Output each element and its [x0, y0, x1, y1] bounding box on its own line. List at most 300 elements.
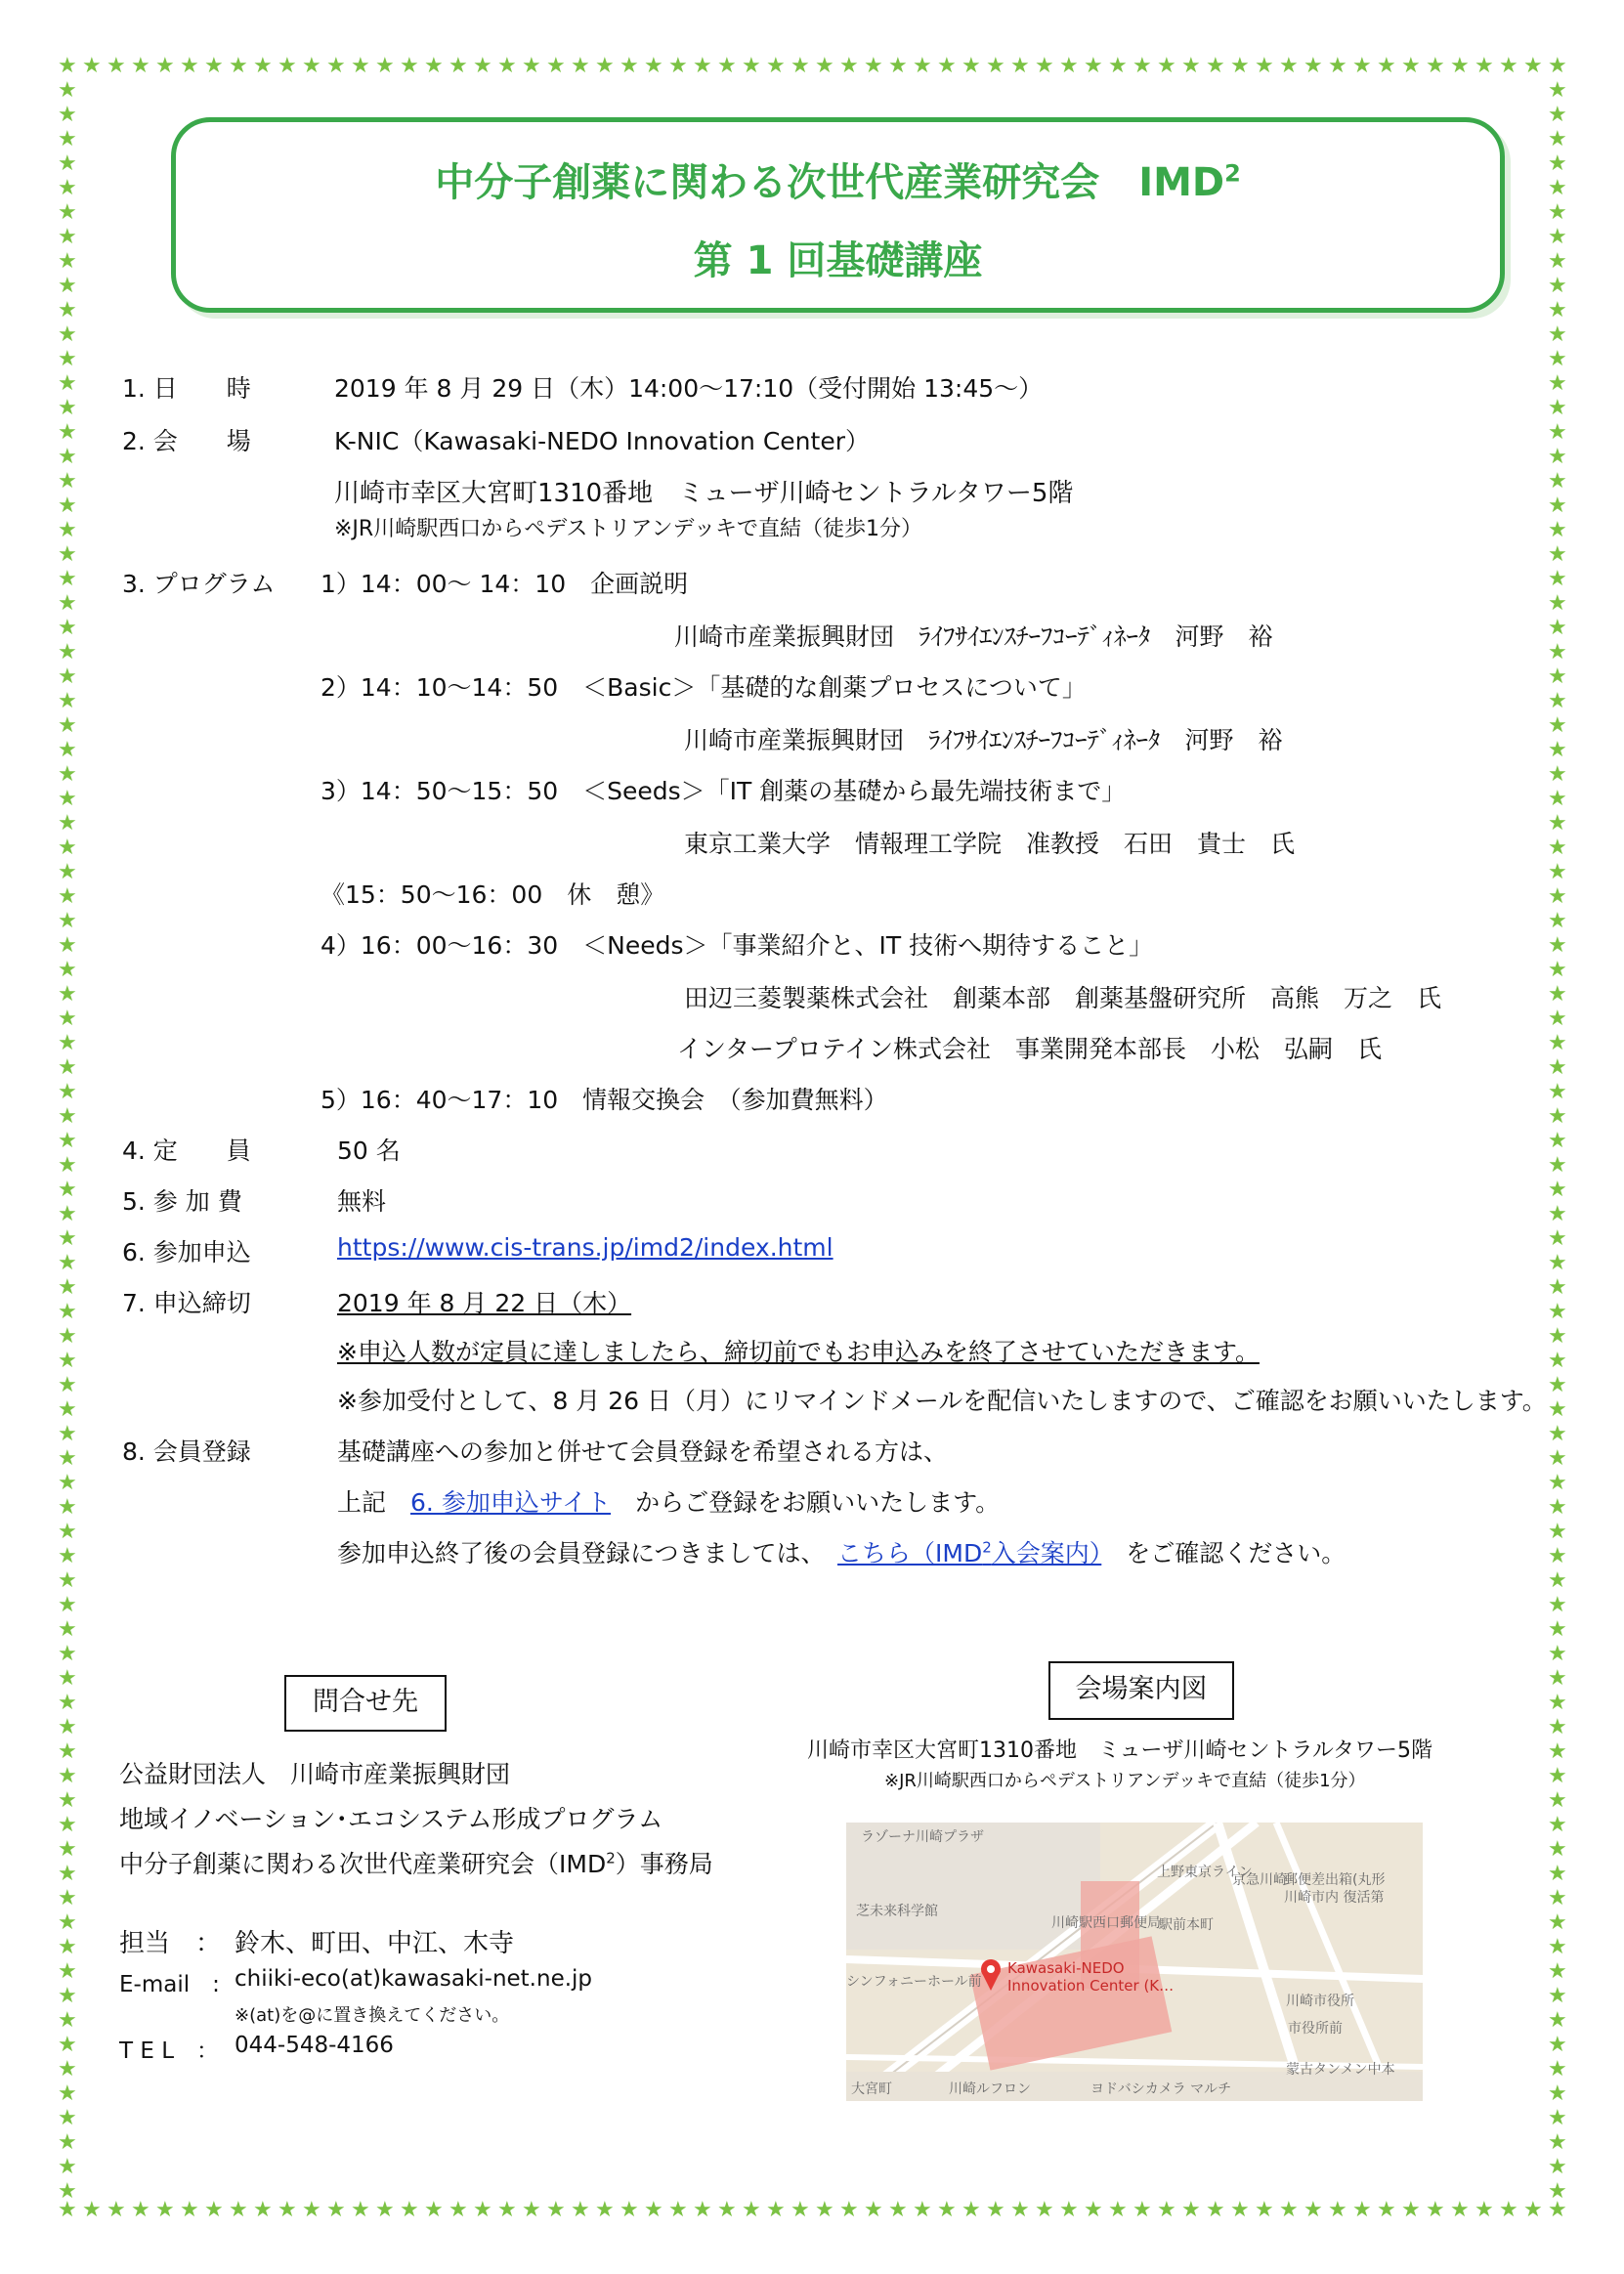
- star-decoration: ★: [1255, 2198, 1274, 2222]
- star-decoration: ★: [1548, 1300, 1567, 1324]
- star-decoration: ★: [58, 542, 77, 567]
- title-box: [171, 117, 1505, 313]
- program-row: 5）16：40～17：10 情報交換会 （参加費無料）: [321, 1086, 888, 1114]
- star-decoration: ★: [1548, 2033, 1567, 2057]
- program-row: 1）14：00～ 14：10 企画説明: [321, 570, 689, 598]
- star-decoration: ★: [1548, 982, 1567, 1007]
- star-decoration: ★: [1548, 933, 1567, 958]
- star-decoration: ★: [1548, 200, 1567, 225]
- star-decoration: ★: [693, 54, 712, 78]
- program-row: 川崎市産業振興財団 ﾗｲﾌｻｲｴﾝｽﾁｰﾌｺｰﾃﾞｨﾈｰﾀ 河野 裕: [684, 726, 1283, 754]
- star-decoration: ★: [58, 1251, 77, 1275]
- star-decoration: ★: [1548, 493, 1567, 518]
- star-decoration: ★: [58, 1275, 77, 1300]
- star-decoration: ★: [1377, 54, 1396, 78]
- star-decoration: ★: [1352, 54, 1372, 78]
- star-decoration: ★: [1133, 54, 1152, 78]
- star-decoration: ★: [58, 665, 77, 689]
- star-decoration: ★: [1548, 1813, 1567, 1837]
- star-decoration: ★: [717, 2198, 737, 2222]
- star-decoration: ★: [302, 54, 321, 78]
- star-decoration: ★: [473, 2198, 492, 2222]
- star-decoration: ★: [595, 54, 615, 78]
- star-decoration: ★: [668, 54, 688, 78]
- star-decoration: ★: [58, 640, 77, 665]
- star-decoration: ★: [82, 2198, 102, 2222]
- star-decoration: ★: [58, 322, 77, 347]
- star-decoration: ★: [1548, 1691, 1567, 1715]
- star-decoration: ★: [620, 2198, 639, 2222]
- star-decoration: ★: [1548, 542, 1567, 567]
- star-decoration: ★: [546, 54, 566, 78]
- star-decoration: ★: [1303, 54, 1323, 78]
- star-decoration: ★: [1548, 127, 1567, 151]
- star-decoration: ★: [1548, 1080, 1567, 1104]
- star-decoration: ★: [1548, 1471, 1567, 1495]
- star-decoration: ★: [1523, 54, 1543, 78]
- star-decoration: ★: [58, 787, 77, 811]
- star-decoration: ★: [58, 1007, 77, 1031]
- star-decoration: ★: [1548, 78, 1567, 103]
- star-decoration: ★: [1548, 1153, 1567, 1178]
- star-decoration: ★: [58, 1397, 77, 1422]
- star-decoration: ★: [58, 1055, 77, 1080]
- star-decoration: ★: [1450, 54, 1470, 78]
- star-decoration: ★: [58, 2008, 77, 2033]
- star-decoration: ★: [1499, 2198, 1518, 2222]
- venue-map[interactable]: [846, 1823, 1423, 2101]
- star-decoration: ★: [351, 54, 370, 78]
- star-decoration: ★: [717, 54, 737, 78]
- star-decoration: ★: [58, 151, 77, 176]
- star-decoration: ★: [1548, 151, 1567, 176]
- star-decoration: ★: [180, 54, 199, 78]
- item-venue: K-NIC（Kawasaki-NEDO Innovation Center）: [334, 427, 870, 455]
- star-decoration: ★: [766, 54, 786, 78]
- star-decoration: ★: [1548, 1202, 1567, 1226]
- star-decoration: ★: [1548, 518, 1567, 542]
- star-decoration: ★: [58, 1202, 77, 1226]
- star-decoration: ★: [620, 54, 639, 78]
- program-row: 東京工業大学 情報理工学院 准教授 石田 貴士 氏: [684, 830, 1296, 858]
- star-decoration: ★: [1548, 640, 1567, 665]
- star-decoration: ★: [595, 2198, 615, 2222]
- star-decoration: ★: [278, 54, 297, 78]
- star-decoration: ★: [1548, 322, 1567, 347]
- star-decoration: ★: [1548, 860, 1567, 884]
- page-subtitle: 第 1 回基礎講座: [693, 238, 983, 283]
- star-decoration: ★: [1059, 54, 1079, 78]
- program-row: 4）16：00～16：30 ＜Needs＞「事業紹介と、IT 技術へ期待すること」: [321, 931, 1154, 960]
- star-decoration: ★: [1548, 1764, 1567, 1788]
- star-decoration: ★: [58, 200, 77, 225]
- map-address: 川崎市幸区大宮町1310番地 ミューザ川崎セントラルタワー5階: [807, 1738, 1433, 1763]
- star-decoration: ★: [1548, 811, 1567, 836]
- star-decoration: ★: [864, 2198, 883, 2222]
- map-pin-label-2: Innovation Center (K…: [1007, 1977, 1175, 1995]
- star-decoration: ★: [58, 1568, 77, 1593]
- star-decoration: ★: [58, 2081, 77, 2106]
- program-row: 3）14：50～15：50 ＜Seeds＞「IT 創薬の基礎から最先端技術まで」: [321, 777, 1127, 805]
- item-label-deadline: 7. 申込締切: [122, 1289, 251, 1317]
- star-decoration: ★: [58, 1959, 77, 1984]
- star-decoration: ★: [58, 1031, 77, 1055]
- star-decoration: ★: [1352, 2198, 1372, 2222]
- star-decoration: ★: [1548, 1104, 1567, 1129]
- star-decoration: ★: [58, 493, 77, 518]
- star-decoration: ★: [58, 225, 77, 249]
- star-decoration: ★: [1548, 1935, 1567, 1959]
- star-decoration: ★: [58, 1862, 77, 1886]
- star-decoration: ★: [1548, 103, 1567, 127]
- star-decoration: ★: [58, 127, 77, 151]
- star-decoration: ★: [58, 1226, 77, 1251]
- membership-guide-link[interactable]: こちら（IMD$^2$入会案内）: [837, 1538, 1102, 1567]
- star-decoration: ★: [204, 2198, 224, 2222]
- star-decoration: ★: [58, 1349, 77, 1373]
- star-decoration: ★: [58, 811, 77, 836]
- star-decoration: ★: [1548, 713, 1567, 738]
- map-box-label: 会場案内図: [1048, 1661, 1234, 1720]
- star-decoration: ★: [1548, 1666, 1567, 1691]
- contact-org-3: 中分子創薬に関わる次世代産業研究会（IMD$^2$）事務局: [119, 1849, 713, 1878]
- map-note: ※JR川崎駅西口からペデストリアンデッキで直結（徒歩1分）: [884, 1771, 1366, 1791]
- star-decoration: ★: [791, 54, 810, 78]
- contact-org-1: 公益財団法人 川崎市産業振興財団: [119, 1760, 511, 1788]
- star-decoration: ★: [58, 738, 77, 762]
- star-decoration: ★: [1548, 1397, 1567, 1422]
- star-decoration: ★: [1548, 762, 1567, 787]
- map-place-label: 上野東京ライン: [1157, 1865, 1253, 1880]
- star-decoration: ★: [913, 54, 932, 78]
- map-place-label: 京急川崎: [1232, 1872, 1287, 1888]
- venue-note: ※JR川崎駅西口からペデストリアンデッキで直結（徒歩1分）: [334, 517, 923, 541]
- star-decoration: ★: [1548, 396, 1567, 420]
- star-decoration: ★: [131, 54, 150, 78]
- star-decoration: ★: [1255, 54, 1274, 78]
- star-decoration: ★: [58, 176, 77, 200]
- star-decoration: ★: [1548, 1520, 1567, 1544]
- star-decoration: ★: [791, 2198, 810, 2222]
- star-decoration: ★: [1548, 371, 1567, 396]
- star-decoration: ★: [58, 2198, 77, 2222]
- item-label-venue: 2. 会 場: [122, 427, 251, 455]
- program-row: インタープロテイン株式会社 事業開発本部長 小松 弘嗣 氏: [677, 1035, 1383, 1063]
- star-decoration: ★: [326, 2198, 346, 2222]
- star-decoration: ★: [1548, 1251, 1567, 1275]
- map-place-label: ヨドバシカメラ マルチ: [1090, 2081, 1232, 2097]
- star-decoration: ★: [58, 445, 77, 469]
- star-decoration: ★: [58, 298, 77, 322]
- star-decoration: ★: [58, 836, 77, 860]
- star-decoration: ★: [58, 518, 77, 542]
- star-decoration: ★: [1548, 787, 1567, 811]
- star-decoration: ★: [58, 1788, 77, 1813]
- star-decoration: ★: [58, 1715, 77, 1739]
- star-decoration: ★: [1548, 958, 1567, 982]
- deadline-note-1: ※申込人数が定員に達しましたら、締切前でもお申込みを終了させていただきます。: [337, 1338, 1260, 1366]
- item-label-program: 3. プログラム: [122, 570, 276, 598]
- star-decoration: ★: [1035, 2198, 1054, 2222]
- tel-value: 044-548-4166: [235, 2033, 394, 2058]
- star-decoration: ★: [937, 54, 957, 78]
- star-decoration: ★: [1548, 1055, 1567, 1080]
- star-decoration: ★: [1548, 274, 1567, 298]
- star-decoration: ★: [1548, 1910, 1567, 1935]
- star-decoration: ★: [1157, 2198, 1176, 2222]
- star-decoration: ★: [58, 1153, 77, 1178]
- star-decoration: ★: [1548, 1178, 1567, 1202]
- star-decoration: ★: [1548, 1324, 1567, 1349]
- star-decoration: ★: [1474, 54, 1494, 78]
- deadline-note-2: ※参加受付として、8 月 26 日（月）にリマインドメールを配信いたしますので、ご確認をお願いいたします。: [337, 1387, 1547, 1415]
- item-label-capacity: 4. 定 員: [122, 1137, 251, 1165]
- star-decoration: ★: [58, 1764, 77, 1788]
- star-decoration: ★: [302, 2198, 321, 2222]
- star-decoration: ★: [58, 1446, 77, 1471]
- star-decoration: ★: [449, 2198, 468, 2222]
- map-place-label: 川崎市内 復活第: [1284, 1890, 1385, 1906]
- star-decoration: ★: [107, 2198, 126, 2222]
- membership-line-1: 基礎講座への参加と併せて会員登録を希望される方は、: [337, 1437, 949, 1466]
- star-decoration: ★: [351, 2198, 370, 2222]
- program-row: 川崎市産業振興財団 ﾗｲﾌｻｲｴﾝｽﾁｰﾌｺｰﾃﾞｨﾈｰﾀ 河野 裕: [674, 622, 1273, 651]
- star-decoration: ★: [693, 2198, 712, 2222]
- star-decoration: ★: [937, 2198, 957, 2222]
- star-decoration: ★: [1548, 347, 1567, 371]
- star-decoration: ★: [1548, 2130, 1567, 2155]
- star-decoration: ★: [1548, 836, 1567, 860]
- star-decoration: ★: [1010, 54, 1030, 78]
- star-decoration: ★: [1548, 665, 1567, 689]
- star-decoration: ★: [58, 1666, 77, 1691]
- star-decoration: ★: [1181, 54, 1201, 78]
- star-decoration: ★: [1133, 2198, 1152, 2222]
- star-decoration: ★: [1548, 1862, 1567, 1886]
- star-decoration: ★: [58, 884, 77, 909]
- star-decoration: ★: [449, 54, 468, 78]
- membership-line-3-post: をご確認ください。: [1101, 1539, 1346, 1567]
- star-decoration: ★: [155, 54, 175, 78]
- star-decoration: ★: [1548, 1642, 1567, 1666]
- star-decoration: ★: [1548, 298, 1567, 322]
- map-place-label: 川崎駅西口郵便局: [1051, 1915, 1161, 1931]
- star-decoration: ★: [1108, 2198, 1128, 2222]
- venue-address: 川崎市幸区大宮町1310番地 ミューザ川崎セントラルタワー5階: [334, 479, 1074, 508]
- star-decoration: ★: [522, 2198, 541, 2222]
- map-place-label: 駅前本町: [1159, 1917, 1214, 1933]
- star-decoration: ★: [1206, 54, 1225, 78]
- contact-box-label: 問合せ先: [284, 1675, 447, 1732]
- star-decoration: ★: [888, 54, 908, 78]
- star-decoration: ★: [1548, 909, 1567, 933]
- star-decoration: ★: [571, 54, 590, 78]
- star-decoration: ★: [1401, 54, 1421, 78]
- star-decoration: ★: [375, 54, 395, 78]
- star-decoration: ★: [1548, 1788, 1567, 1813]
- map-place-label: 川崎市役所: [1286, 1994, 1354, 2009]
- star-decoration: ★: [58, 2179, 77, 2204]
- apply-site-link[interactable]: 6. 参加申込サイト: [410, 1488, 612, 1517]
- star-decoration: ★: [58, 958, 77, 982]
- star-decoration: ★: [107, 54, 126, 78]
- star-decoration: ★: [1548, 1226, 1567, 1251]
- star-decoration: ★: [986, 2198, 1005, 2222]
- star-decoration: ★: [1548, 445, 1567, 469]
- program-row: 2）14：10～14：50 ＜Basic＞「基礎的な創薬プロセスについて」: [321, 673, 1087, 702]
- star-decoration: ★: [424, 2198, 444, 2222]
- star-decoration: ★: [1548, 1593, 1567, 1617]
- star-decoration: ★: [58, 1104, 77, 1129]
- star-decoration: ★: [326, 54, 346, 78]
- star-decoration: ★: [839, 2198, 859, 2222]
- star-decoration: ★: [58, 909, 77, 933]
- star-decoration: ★: [1523, 2198, 1543, 2222]
- star-decoration: ★: [815, 2198, 834, 2222]
- star-decoration: ★: [278, 2198, 297, 2222]
- star-decoration: ★: [1548, 1568, 1567, 1593]
- star-decoration: ★: [58, 1739, 77, 1764]
- star-decoration: ★: [1548, 1617, 1567, 1642]
- item-label-membership: 8. 会員登録: [122, 1437, 251, 1466]
- star-decoration: ★: [1548, 1715, 1567, 1739]
- star-decoration: ★: [546, 2198, 566, 2222]
- item-label-fee: 5. 参 加 費: [122, 1187, 242, 1216]
- star-decoration: ★: [58, 54, 77, 78]
- star-decoration: ★: [1303, 2198, 1323, 2222]
- star-decoration: ★: [1279, 2198, 1299, 2222]
- star-decoration: ★: [1035, 54, 1054, 78]
- star-decoration: ★: [1548, 1544, 1567, 1568]
- star-decoration: ★: [58, 469, 77, 493]
- star-decoration: ★: [1548, 1031, 1567, 1055]
- star-decoration: ★: [58, 1984, 77, 2008]
- map-place-label: 蒙古タンメン中本: [1286, 2062, 1395, 2078]
- item-label-apply: 6. 参加申込: [122, 1238, 251, 1266]
- star-decoration: ★: [1548, 884, 1567, 909]
- star-decoration: ★: [58, 1813, 77, 1837]
- star-decoration: ★: [1181, 2198, 1201, 2222]
- star-decoration: ★: [1548, 591, 1567, 616]
- star-decoration: ★: [1548, 2057, 1567, 2081]
- star-decoration: ★: [131, 2198, 150, 2222]
- star-decoration: ★: [1548, 54, 1567, 78]
- star-decoration: ★: [1401, 2198, 1421, 2222]
- star-decoration: ★: [58, 1642, 77, 1666]
- star-decoration: ★: [571, 2198, 590, 2222]
- star-decoration: ★: [668, 2198, 688, 2222]
- star-decoration: ★: [58, 1324, 77, 1349]
- star-decoration: ★: [1010, 2198, 1030, 2222]
- star-decoration: ★: [58, 1422, 77, 1446]
- star-decoration: ★: [1279, 54, 1299, 78]
- star-decoration: ★: [58, 1373, 77, 1397]
- star-decoration: ★: [1474, 2198, 1494, 2222]
- star-decoration: ★: [1548, 689, 1567, 713]
- star-decoration: ★: [1328, 2198, 1347, 2222]
- map-place-label: ラゾーナ川崎プラザ: [861, 1829, 984, 1845]
- program-row: 《15：50～16：00 休 憩》: [321, 880, 665, 909]
- item-capacity: 50 名: [337, 1137, 401, 1165]
- star-decoration: ★: [58, 2106, 77, 2130]
- membership-line-3: [337, 1534, 1346, 1569]
- star-decoration: ★: [1548, 2179, 1567, 2204]
- item-label-date: 1. 日 時: [122, 374, 251, 403]
- star-decoration: ★: [1548, 2008, 1567, 2033]
- star-decoration: ★: [58, 713, 77, 738]
- star-decoration: ★: [1548, 1129, 1567, 1153]
- star-decoration: ★: [58, 249, 77, 274]
- star-decoration: ★: [58, 1837, 77, 1862]
- star-decoration: ★: [400, 54, 419, 78]
- star-decoration: ★: [1548, 2198, 1567, 2222]
- membership-line-3-pre: 参加申込終了後の会員登録につきましては、: [337, 1539, 838, 1567]
- star-decoration: ★: [58, 347, 77, 371]
- star-decoration: ★: [58, 1691, 77, 1715]
- star-decoration: ★: [1548, 1959, 1567, 1984]
- star-decoration: ★: [58, 1300, 77, 1324]
- star-decoration: ★: [473, 54, 492, 78]
- star-decoration: ★: [58, 1886, 77, 1910]
- map-place-label: 芝未来科学館: [856, 1904, 938, 1919]
- star-decoration: ★: [58, 2130, 77, 2155]
- star-decoration: ★: [400, 2198, 419, 2222]
- star-decoration: ★: [58, 371, 77, 396]
- star-decoration: ★: [253, 2198, 273, 2222]
- star-decoration: ★: [58, 1495, 77, 1520]
- star-decoration: ★: [742, 54, 761, 78]
- star-decoration: ★: [58, 860, 77, 884]
- star-decoration: ★: [1548, 420, 1567, 445]
- star-decoration: ★: [913, 2198, 932, 2222]
- star-decoration: ★: [1108, 54, 1128, 78]
- star-decoration: ★: [58, 1178, 77, 1202]
- item-date: 2019 年 8 月 29 日（木）14:00～17:10（受付開始 13:45～）: [334, 374, 1044, 403]
- star-decoration: ★: [1206, 2198, 1225, 2222]
- star-decoration: ★: [229, 2198, 248, 2222]
- star-decoration: ★: [962, 54, 981, 78]
- star-decoration: ★: [1157, 54, 1176, 78]
- star-decoration: ★: [644, 2198, 663, 2222]
- star-decoration: ★: [58, 1471, 77, 1495]
- star-decoration: ★: [742, 2198, 761, 2222]
- star-decoration: ★: [58, 103, 77, 127]
- star-decoration: ★: [58, 1617, 77, 1642]
- star-decoration: ★: [58, 1080, 77, 1104]
- star-decoration: ★: [864, 54, 883, 78]
- star-decoration: ★: [1548, 738, 1567, 762]
- star-decoration: ★: [204, 54, 224, 78]
- star-decoration: ★: [1548, 1446, 1567, 1471]
- map-place-label: シンフォニーホール前: [846, 1974, 982, 1990]
- membership-line-2-pre: 上記: [337, 1488, 411, 1517]
- star-decoration: ★: [58, 689, 77, 713]
- map-place-label: 郵便差出箱(丸形: [1284, 1872, 1386, 1888]
- star-decoration: ★: [58, 1935, 77, 1959]
- star-decoration: ★: [1548, 1495, 1567, 1520]
- star-decoration: ★: [58, 420, 77, 445]
- star-decoration: ★: [766, 2198, 786, 2222]
- star-decoration: ★: [497, 2198, 517, 2222]
- star-decoration: ★: [1230, 54, 1250, 78]
- star-decoration: ★: [1426, 54, 1445, 78]
- star-decoration: ★: [155, 2198, 175, 2222]
- star-decoration: ★: [58, 933, 77, 958]
- apply-link[interactable]: https://www.cis-trans.jp/imd2/index.html: [337, 1233, 833, 1262]
- star-decoration: ★: [1328, 54, 1347, 78]
- star-decoration: ★: [962, 2198, 981, 2222]
- star-decoration: ★: [1548, 1886, 1567, 1910]
